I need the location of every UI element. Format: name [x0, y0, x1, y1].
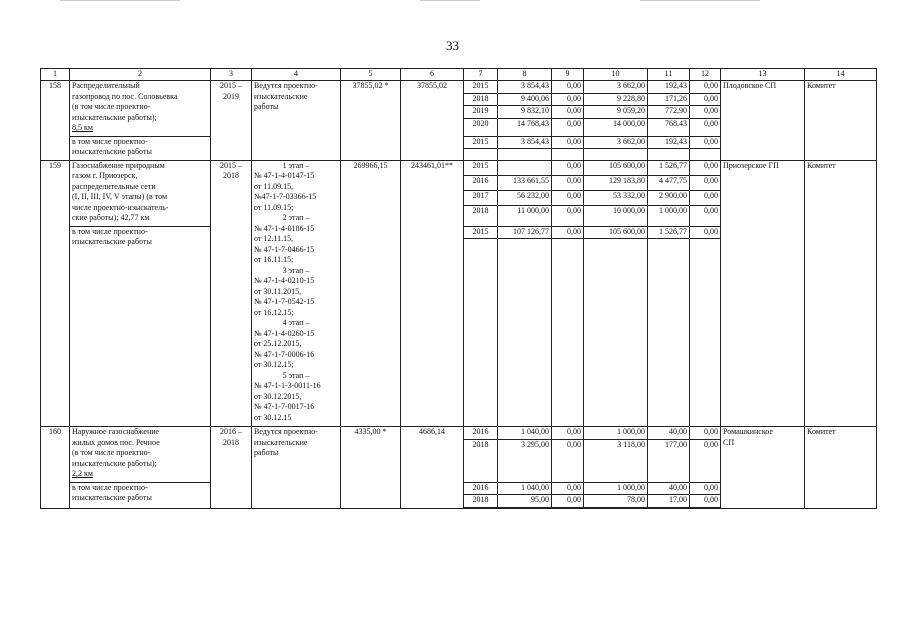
- amount-other: 0,00: [690, 161, 720, 176]
- amount-regional: 3 662,00: [584, 137, 647, 150]
- object-name-line: (I, II, III, IV, V этапы) (в том: [72, 192, 168, 201]
- header-cell: 6: [401, 69, 464, 81]
- amount-other-cell: [690, 226, 721, 427]
- permit-line: 4 этап –: [282, 318, 310, 327]
- amount-total-cell: [498, 226, 552, 427]
- year: 2018: [464, 94, 497, 107]
- period: 2015 – 2019: [211, 81, 252, 161]
- year-cell: [464, 160, 498, 226]
- responsible: Комитет: [805, 81, 877, 161]
- amount-federal: 0,00: [552, 176, 583, 191]
- amount-federal: 0,00: [552, 137, 583, 150]
- top-edge-mark: [60, 0, 180, 1]
- amount-regional: 1 000,00: [584, 483, 647, 496]
- amount-other-cell: [690, 136, 721, 160]
- municipality: Ромашкинское СП: [721, 427, 805, 509]
- amount-other: 0,00: [704, 118, 718, 128]
- page-number: 33: [446, 38, 459, 53]
- permit-line: 3 этап –: [282, 265, 310, 275]
- top-edge-mark: [420, 0, 480, 1]
- header-cell: 7: [464, 69, 498, 81]
- year: 2018: [464, 495, 497, 508]
- object-name-line: 8,5 км: [72, 123, 93, 132]
- subtotal-label: в том числе проектно- изыскательские работы: [70, 136, 211, 160]
- amount-federal: 0,00: [552, 427, 583, 440]
- object-name-line: Газоснабжение природным: [72, 160, 165, 170]
- amount-regional: 105 600,00: [584, 227, 647, 240]
- amount-total: 1 040,00: [498, 427, 551, 440]
- amount-federal: 0,00: [552, 483, 583, 496]
- amount-local: 40,00: [648, 483, 689, 496]
- permit-line: от 30.12.15;: [254, 360, 294, 369]
- header-cell: 13: [721, 69, 805, 81]
- amount-other: 0,00: [704, 205, 718, 215]
- amount-other-cell: [690, 482, 721, 508]
- row-number: 159: [41, 160, 70, 427]
- object-name-line: 2,2 км: [72, 469, 93, 478]
- amount-federal: 0,00: [552, 495, 583, 508]
- amount-regional: 3 662,00: [584, 81, 647, 94]
- object-name-line: Распределительный: [72, 81, 140, 90]
- year-cell: [464, 482, 498, 508]
- object-name-line: (в том числе проектно-: [72, 102, 151, 111]
- object-name: [70, 81, 211, 137]
- year: 2018: [472, 439, 489, 449]
- subtotal-label: в том числе проектно- изыскательские работы: [70, 226, 211, 427]
- permit-line: от 11.09.15,: [254, 181, 294, 191]
- table-row: [41, 427, 877, 483]
- permit-line: от 11.09.15;: [254, 202, 294, 212]
- responsible: Комитет: [805, 160, 877, 427]
- amount-local: 17,00: [648, 495, 689, 508]
- amount-local: 1 526,77: [648, 161, 689, 176]
- amount-regional-cell: [584, 160, 648, 226]
- amount-other-cell: [690, 427, 721, 483]
- data-table: [40, 68, 877, 509]
- header-cell: 4: [252, 69, 341, 81]
- permit-line: № 47-1-4-0260-15: [254, 328, 315, 338]
- amount-total-cell: [498, 427, 552, 483]
- estimate-cost: 269966,15: [341, 160, 401, 427]
- amount-other: 0,00: [704, 439, 718, 449]
- object-name-line: ские работы); 42,77 км: [72, 213, 150, 222]
- status: [252, 81, 341, 161]
- amount-local: 1 000,00: [659, 205, 687, 215]
- header-cell: 9: [552, 69, 584, 81]
- permit-line: от 30.11.2015,: [254, 286, 302, 296]
- permit-line: 2 этап –: [282, 213, 310, 222]
- total-cost: 243461,01**: [401, 160, 464, 427]
- period: 2016 – 2018: [211, 427, 252, 509]
- amount-regional-cell: [584, 226, 648, 427]
- amount-regional: 78,00: [584, 495, 647, 508]
- permit-line: № 47-1-7-0466-15: [254, 244, 315, 254]
- amount-federal-cell: [552, 160, 584, 226]
- amount-federal-cell: [552, 81, 584, 137]
- header-cell: 14: [805, 69, 877, 81]
- permit-line: от 16.11.15;: [254, 255, 294, 264]
- amount-local: 40,00: [648, 427, 689, 440]
- amount-regional: 1 000,00: [584, 427, 647, 440]
- object-name-line: газом г. Приозерск,: [72, 171, 138, 180]
- period: 2015 – 2018: [211, 160, 252, 427]
- amount-other: 0,00: [690, 191, 720, 206]
- permit-line: № 47-1-7-0006-16: [254, 349, 315, 359]
- amount-total: 9 400,06: [498, 94, 551, 107]
- table-row: [41, 81, 877, 137]
- municipality: Плодовское СП: [721, 81, 805, 161]
- amount-total: 95,00: [498, 495, 551, 508]
- amount-other-cell: [690, 160, 721, 226]
- permit-line: № 47-1-4-0186-15: [254, 223, 315, 233]
- amount-local: 177,00: [665, 439, 687, 449]
- subtotal-label: в том числе проектно- изыскательские работы: [70, 482, 211, 508]
- amount-total-cell: [498, 136, 552, 160]
- amount-other: 0,00: [690, 227, 720, 240]
- amount-regional-cell: [584, 81, 648, 137]
- amount-total: 56 232,00: [498, 191, 551, 206]
- permit-line: от 16.12.15;: [254, 307, 294, 317]
- amount-federal: 0,00: [567, 118, 581, 128]
- amount-local-cell: [648, 160, 690, 226]
- amount-local-cell: [648, 482, 690, 508]
- header-cell: 5: [341, 69, 401, 81]
- row-number: 160: [41, 427, 70, 509]
- amount-local: 772,90: [648, 106, 689, 119]
- amount-other-cell: [690, 81, 721, 137]
- amount-local: 192,43: [648, 137, 689, 150]
- header-cell: 12: [690, 69, 721, 81]
- amount-total-cell: [498, 482, 552, 508]
- estimate-cost: 4335,00 *: [341, 427, 401, 509]
- header-row: [41, 69, 877, 81]
- amount-total-cell: [498, 160, 552, 226]
- year: 2015: [464, 161, 497, 176]
- year-cell: [464, 136, 498, 160]
- amount-federal: 0,00: [567, 205, 581, 215]
- amount-regional: 3 118,00: [617, 439, 645, 449]
- amount-local: 2 900,00: [648, 191, 689, 206]
- year: 2019: [464, 106, 497, 119]
- header-cell: 10: [584, 69, 648, 81]
- object-name: [70, 160, 211, 226]
- permit-line: 5 этап –: [282, 370, 310, 380]
- amount-regional: 129 183,80: [584, 176, 647, 191]
- status-text: Ведутся проектно- изыскательские работы: [254, 81, 318, 111]
- amount-federal: 0,00: [552, 94, 583, 107]
- permit-line: № 47-1-7-0017-16: [254, 402, 315, 411]
- amount-federal: 0,00: [567, 439, 581, 449]
- year: 2020: [472, 118, 489, 128]
- object-name-line: жилых домов пос. Речное: [72, 437, 160, 447]
- header-cell: 1: [41, 69, 70, 81]
- permit-line: №47-1-7-03366-15: [254, 192, 317, 201]
- object-name-line: числе проектно-изыскатель-: [72, 202, 169, 212]
- year: 2015: [464, 227, 497, 240]
- year: 2016: [464, 176, 497, 191]
- year: 2017: [464, 191, 497, 206]
- permit-line: от 30.12.15: [254, 412, 292, 422]
- year: 2015: [464, 81, 497, 94]
- permit-line: 1 этап –: [282, 160, 310, 170]
- status: [252, 160, 341, 427]
- amount-local: 1 526,77: [648, 227, 689, 240]
- permit-line: № 47-1-7-0542-15: [254, 297, 315, 306]
- amount-other: 0,00: [690, 81, 720, 94]
- amount-total: 107 126,77: [498, 227, 551, 240]
- amount-other: 0,00: [690, 106, 720, 119]
- object-name-line: изыскательские работы);: [72, 112, 157, 122]
- amount-federal: 0,00: [552, 227, 583, 240]
- amount-total: [498, 161, 551, 176]
- municipality: Приозерское ГП: [721, 160, 805, 427]
- year: 2018: [472, 205, 489, 215]
- amount-regional: 10 000,00: [613, 205, 645, 215]
- total-cost: 37855,02: [401, 81, 464, 161]
- status: [252, 427, 341, 509]
- object-name: [70, 427, 211, 483]
- amount-regional: 105 600,00: [584, 161, 647, 176]
- year: 2016: [464, 427, 497, 440]
- object-name-line: газопровод по пос. Соловьевка: [72, 91, 178, 101]
- total-cost: 4686,14: [401, 427, 464, 509]
- estimate-cost: 37855,02 *: [341, 81, 401, 161]
- permit-line: от 25.12.2015,: [254, 339, 302, 348]
- amount-regional: 9 059,20: [584, 106, 647, 119]
- amount-local-cell: [648, 136, 690, 160]
- amount-regional: 14 000,00: [613, 118, 645, 128]
- year-cell: [464, 226, 498, 427]
- amount-federal-cell: [552, 226, 584, 427]
- header-cell: 11: [648, 69, 690, 81]
- amount-federal: 0,00: [552, 161, 583, 176]
- amount-total: 11 000,00: [517, 205, 549, 215]
- amount-total: 14 768,43: [517, 118, 549, 128]
- amount-local: 4 477,75: [648, 176, 689, 191]
- year: 2016: [464, 483, 497, 496]
- object-name-line: изыскательские работы);: [72, 458, 157, 468]
- object-name-line: распределительные сети: [72, 181, 156, 191]
- amount-federal-cell: [552, 482, 584, 508]
- amount-federal-cell: [552, 136, 584, 160]
- amount-other: 0,00: [690, 495, 720, 508]
- amount-total: 1 040,00: [498, 483, 551, 496]
- amount-federal: 0,00: [552, 106, 583, 119]
- permit-line: от 30.12.2015,: [254, 391, 302, 401]
- amount-local-cell: [648, 81, 690, 137]
- amount-local-cell: [648, 226, 690, 427]
- responsible: Комитет: [805, 427, 877, 509]
- header-cell: 3: [211, 69, 252, 81]
- amount-other: 0,00: [690, 427, 720, 440]
- amount-federal: 0,00: [552, 191, 583, 206]
- amount-regional-cell: [584, 427, 648, 483]
- status-text: Ведутся проектно- изыскательские работы: [254, 427, 318, 457]
- amount-regional-cell: [584, 136, 648, 160]
- amount-regional: 9 228,80: [584, 94, 647, 107]
- amount-local: 192,43: [648, 81, 689, 94]
- row-number: 158: [41, 81, 70, 161]
- amount-regional-cell: [584, 482, 648, 508]
- top-edge-mark: [640, 0, 760, 1]
- amount-total: 3 854,43: [498, 81, 551, 94]
- amount-total: 3 295,00: [521, 439, 549, 449]
- amount-federal-cell: [552, 427, 584, 483]
- amount-regional: 53 332,00: [584, 191, 647, 206]
- amount-local-cell: [648, 427, 690, 483]
- table-row: [41, 160, 877, 226]
- amount-total-cell: [498, 81, 552, 137]
- permit-line: № 47-1-4-0147-15: [254, 171, 315, 180]
- amount-local: 768,43: [665, 118, 687, 128]
- amount-other: 0,00: [690, 137, 720, 150]
- amount-federal: 0,00: [552, 81, 583, 94]
- amount-local: 171,26: [648, 94, 689, 107]
- amount-other: 0,00: [690, 483, 720, 496]
- year-cell: [464, 81, 498, 137]
- year-cell: [464, 427, 498, 483]
- year: 2015: [464, 137, 497, 150]
- program-table: [40, 68, 877, 509]
- amount-total: 9 832,10: [498, 106, 551, 119]
- amount-total: 3 854,43: [498, 137, 551, 150]
- amount-total: 133 661,55: [498, 176, 551, 191]
- object-name-line: Наружное газоснабжение: [72, 427, 160, 436]
- object-name-line: (в том числе проектно-: [72, 448, 151, 457]
- permit-line: № 47-1-4-0210-15: [254, 276, 315, 285]
- header-cell: 8: [498, 69, 552, 81]
- header-cell: 2: [70, 69, 211, 81]
- permit-line: № 47-1-1-3-0011-16: [254, 381, 321, 390]
- amount-other: 0,00: [690, 176, 720, 191]
- permit-line: от 12.11.15,: [254, 234, 294, 243]
- amount-other: 0,00: [690, 94, 720, 107]
